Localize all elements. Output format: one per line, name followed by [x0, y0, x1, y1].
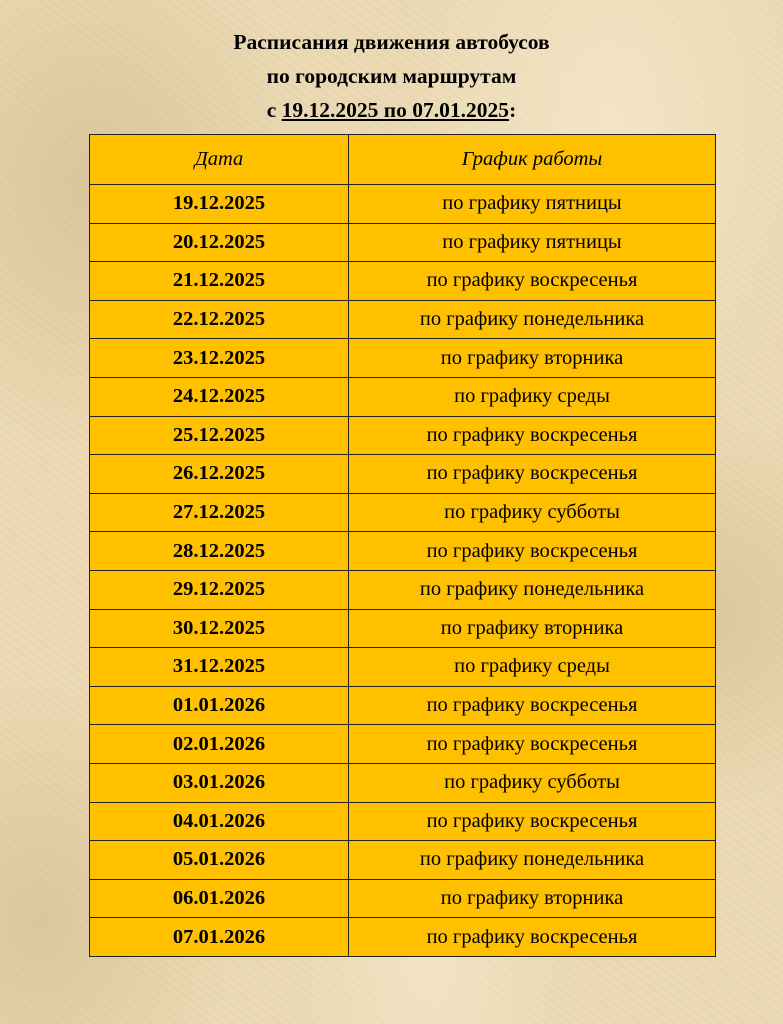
heading-title: Расписания движения автобусов	[233, 30, 550, 54]
table-row	[90, 493, 716, 532]
table-row	[90, 570, 716, 609]
table-row	[90, 416, 716, 455]
schedule-cell: по графику воскресенья	[349, 686, 716, 725]
table-row	[90, 686, 716, 725]
schedule-cell: по графику среды	[349, 648, 716, 687]
schedule-cell: по графику среды	[349, 377, 716, 416]
date-cell: 27.12.2025	[90, 493, 349, 532]
heading-period-prefix: с	[266, 98, 282, 122]
table-row	[90, 300, 716, 339]
page-heading	[0, 25, 783, 127]
schedule-cell: по графику пятницы	[349, 185, 716, 224]
schedule-cell: по графику понедельника	[349, 570, 716, 609]
date-cell: 21.12.2025	[90, 262, 349, 301]
table-row	[90, 725, 716, 764]
schedule-cell: по графику субботы	[349, 493, 716, 532]
table-row	[90, 262, 716, 301]
heading-period-line	[0, 93, 783, 127]
schedule-cell: по графику воскресенья	[349, 416, 716, 455]
date-cell: 01.01.2026	[90, 686, 349, 725]
schedule-cell: по графику воскресенья	[349, 725, 716, 764]
date-cell: 20.12.2025	[90, 223, 349, 262]
schedule-table	[89, 134, 716, 957]
heading-subtitle: по городским маршрутам	[266, 64, 517, 88]
schedule-cell: по графику воскресенья	[349, 455, 716, 494]
schedule-cell: по графику субботы	[349, 763, 716, 802]
date-cell: 02.01.2026	[90, 725, 349, 764]
table-row	[90, 648, 716, 687]
schedule-cell: по графику вторника	[349, 609, 716, 648]
date-cell: 28.12.2025	[90, 532, 349, 571]
table-row	[90, 763, 716, 802]
date-cell: 30.12.2025	[90, 609, 349, 648]
table-row	[90, 455, 716, 494]
table-row	[90, 532, 716, 571]
date-cell: 25.12.2025	[90, 416, 349, 455]
date-cell: 05.01.2026	[90, 841, 349, 880]
table-row	[90, 339, 716, 378]
column-header-date: Дата	[90, 135, 349, 185]
schedule-cell: по графику воскресенья	[349, 532, 716, 571]
table-body	[90, 185, 716, 957]
table-row	[90, 377, 716, 416]
table-row	[90, 223, 716, 262]
schedule-cell: по графику воскресенья	[349, 262, 716, 301]
heading-period-dates: 19.12.2025 по 07.01.2025	[281, 98, 510, 122]
table-row	[90, 879, 716, 918]
date-cell: 22.12.2025	[90, 300, 349, 339]
date-cell: 29.12.2025	[90, 570, 349, 609]
schedule-cell: по графику воскресенья	[349, 802, 716, 841]
schedule-cell: по графику понедельника	[349, 841, 716, 880]
date-cell: 07.01.2026	[90, 918, 349, 957]
date-cell: 24.12.2025	[90, 377, 349, 416]
table-row	[90, 802, 716, 841]
schedule-cell: по графику воскресенья	[349, 918, 716, 957]
date-cell: 19.12.2025	[90, 185, 349, 224]
date-cell: 04.01.2026	[90, 802, 349, 841]
table-header-row	[90, 135, 716, 185]
schedule-cell: по графику вторника	[349, 879, 716, 918]
table-row	[90, 609, 716, 648]
table-row	[90, 185, 716, 224]
schedule-cell: по графику пятницы	[349, 223, 716, 262]
date-cell: 03.01.2026	[90, 763, 349, 802]
heading-period-suffix: :	[509, 98, 517, 122]
column-header-schedule: График работы	[349, 135, 716, 185]
schedule-cell: по графику вторника	[349, 339, 716, 378]
schedule-cell: по графику понедельника	[349, 300, 716, 339]
date-cell: 31.12.2025	[90, 648, 349, 687]
date-cell: 06.01.2026	[90, 879, 349, 918]
table-row	[90, 841, 716, 880]
date-cell: 26.12.2025	[90, 455, 349, 494]
table-row	[90, 918, 716, 957]
date-cell: 23.12.2025	[90, 339, 349, 378]
